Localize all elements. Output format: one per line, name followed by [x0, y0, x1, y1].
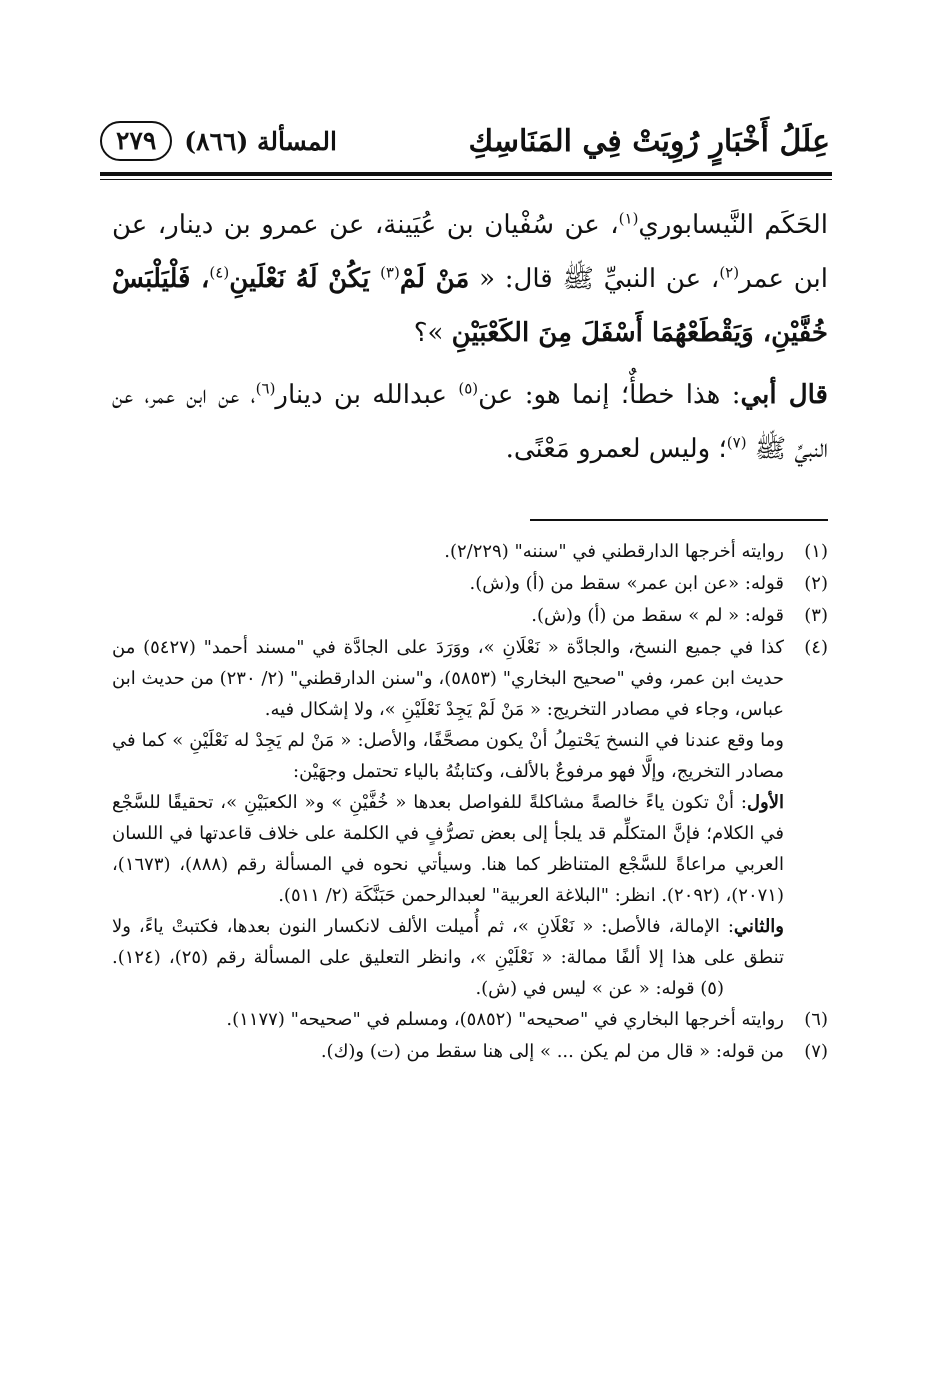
- footnote-number: (٧): [804, 1041, 828, 1062]
- text: : هذا خطأٌ؛ إنما هو: عن: [478, 380, 741, 410]
- footnote-5: (٥) قوله: « عن » ليس في (ش).: [475, 978, 724, 999]
- footnote-1: [112, 536, 828, 568]
- footnote-text: كذا في جميع النسخ، والجادَّة « نَعْلَانِ »، ووَرَدَ على الجادَّة في "مسند أحمد" (٥٤٢٧) من حديث ابن عمر، وفي "صحيح البخاري" (٥٨٥٣)، و"سنن الدارقطني" (٢/ ٢٣٠) من حديث ابن عباس، وجاء في مصادر التخريج: « مَنْ لَمْ يَجِدْ نَعْلَيْنِ »، ولا إشكال فيه.: [112, 637, 785, 720]
- issue-and-page: [100, 121, 337, 161]
- footnote-body: [112, 632, 784, 1004]
- footnote-paragraph: [112, 787, 784, 911]
- speaker-label: قال أبي: [740, 380, 828, 410]
- running-header: [100, 120, 830, 162]
- header-rule-thin: [100, 179, 832, 180]
- page-number: ٢٧٩: [100, 121, 172, 161]
- footnote-number: (٣): [804, 605, 828, 626]
- hadith-text: يَكُنْ لَهُ نَعْلَينِ: [229, 264, 381, 294]
- footnote-ref: (٣): [380, 263, 400, 282]
- footnote-number: (١): [804, 541, 828, 562]
- footnote-paragraph: [112, 911, 784, 1004]
- text: عبدالله بن دينار: [275, 380, 459, 410]
- footnote-text: قوله: « لم » سقط من (أ) و(ش).: [531, 605, 784, 626]
- hadith-text: ، فَلْيَلْبَسْ خُفَّيْنِ، وَيَقْطَعْهُمَا أَسْفَلَ مِنَ الكَعْبَيْنِ: [112, 264, 828, 348]
- footnote-ref: (٦): [255, 379, 276, 398]
- footnote-2: [112, 568, 828, 600]
- footnote-7: [112, 1036, 828, 1068]
- footnote-text: روايته أخرجها الدارقطني في "سننه" (٢/٢٢٩).: [444, 541, 784, 562]
- footnote-number: (٢): [804, 573, 828, 594]
- text: الحَكَم النَّيسابوري: [638, 210, 828, 240]
- paragraph-isnad: [112, 198, 828, 360]
- footnote-text: قوله: «عن ابن عمر» سقط من (أ) و(ش).: [469, 573, 784, 594]
- text: ، عن ابن عمر، عن النبيِّ ﷺ: [112, 380, 828, 464]
- footnote-3: [112, 600, 828, 632]
- footnote-text: وما وقع عندنا في النسخ يَحْتمِلُ أنْ يكون مصحَّفًا، والأصل: « مَنْ لم يَجِدْ له نَعْلَيْنِ » كما في مصادر التخريج، وإلَّا فهو مرفوعٌ بالألف، وكتابتُهُ بالياء تحتمل وجهَيْن:: [112, 730, 784, 782]
- footnote-number: (٤): [804, 637, 828, 658]
- lead-word: والثاني: [733, 916, 784, 937]
- footnote-ref: (٥): [458, 379, 479, 398]
- lead-word: الأول: [746, 792, 784, 813]
- paragraph-ruling: [112, 368, 828, 476]
- book-title: عِلَلُ أَخْبَارٍ رُوِيَتْ فِي المَنَاسِكِ: [468, 123, 830, 159]
- footnotes: [112, 536, 828, 1068]
- footnote-separator: [530, 519, 828, 521]
- footnote-text: روايته أخرجها البخاري في "صحيحه" (٥٨٥٢)، ومسلم في "صحيحه" (١١٧٧).: [226, 1009, 784, 1030]
- footnote-ref: (٧): [726, 433, 747, 452]
- footnote-text: : الإمالة، فالأصل: « نَعْلَانِ »، ثم أُميلت الألف لانكسار النون بعدها، فكتبتْ ياءً، ولا تنطق على هذا إلا ألفًا ممالة: « نَعْلَيْنِ »، وانظر التعليق على المسألة رقم (٢٥)، (١٢٤).: [112, 916, 785, 968]
- footnote-text: من قوله: « قال من لم يكن ... » إلى هنا سقط من (ت) و(ك).: [320, 1041, 784, 1062]
- footnote-6: [112, 1004, 828, 1036]
- footnote-4: [112, 632, 828, 1004]
- text: »؟: [413, 318, 452, 348]
- footnote-text: : أنْ تكون ياءً خالصةً مشاكلةً للفواصل بعدها « خُفَّيْنِ » و« الكعبَيْنِ »، تحقيقًا للسَّجْع في الكلام؛ فإنَّ المتكلِّم قد يلجأ إلى بعض تصرُّفٍ في الكلمة على خلاف قاعدتها في اللسان العربي مراعاةً للسَّجْع المتناظر كما هنا. وسيأتي نحوه في المسألة رقم (٨٨٨)، (١٦٧٣)، (٢٠٧١)، (٢٠٩٢). انظر: "البلاغة العربية" لعبدالرحمن حَبَنَّكَة (٢/ ٥١١).: [112, 792, 785, 906]
- text: ؛ وليس لعمرو مَعْنًى.: [505, 434, 727, 464]
- main-text: [112, 198, 828, 476]
- footnote-number: (٦): [804, 1009, 828, 1030]
- hadith-text: مَنْ لَمْ: [399, 264, 470, 294]
- text: ، عن النبيِّ ﷺ قال: «: [469, 264, 720, 294]
- footnote-ref: (٢): [719, 263, 740, 282]
- text: ، عن سُفْيان بن عُيَينة، عن عمرو بن دينار، عن ابن عمر: [112, 210, 828, 294]
- footnote-ref: (٤): [209, 263, 230, 282]
- issue-label: المسألة (٨٦٦): [184, 126, 337, 156]
- footnote-ref: (١): [618, 209, 639, 228]
- header-rule-thick: [100, 172, 832, 176]
